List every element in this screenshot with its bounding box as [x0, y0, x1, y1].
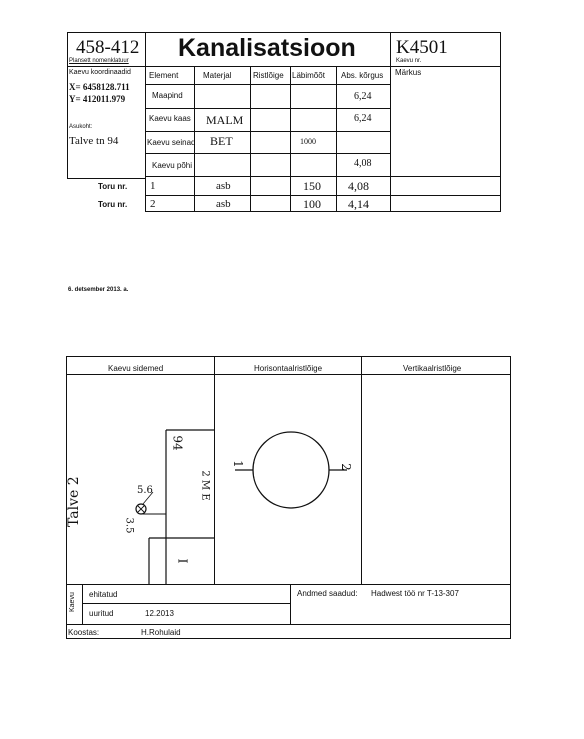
col-height: Abs. kõrgus	[341, 71, 384, 80]
pipe-diameter: 100	[303, 197, 321, 211]
row-element: Kaevu põhi	[152, 161, 193, 170]
pipe-material: asb	[216, 180, 231, 192]
pipe-diameter: 150	[303, 179, 321, 193]
row-element: Maapind	[152, 91, 183, 100]
author-value: H.Rohulaid	[141, 628, 181, 637]
pipe-2-label: 2	[338, 463, 353, 471]
street-label: Talve 2	[66, 476, 82, 527]
pipe-material: asb	[216, 198, 231, 210]
pipe-height: 4,08	[348, 179, 369, 193]
horizontal-section-diagram	[215, 375, 361, 584]
coords-label: Kaevu koordinaadid	[69, 69, 131, 76]
row-material: BET	[210, 134, 233, 148]
built-label: ehitatud	[89, 590, 118, 599]
sheet-code-label: Plansett nomenklatuur	[69, 58, 129, 64]
row-element: Kaevu seinad	[147, 138, 196, 147]
page-title: Kanalisatsioon	[178, 34, 356, 62]
pipe-1-label: 1	[230, 460, 245, 468]
well-links-sketch	[67, 375, 214, 584]
row-element: Kaevu kaas	[149, 114, 191, 123]
label-i: I	[175, 558, 190, 564]
pipe-label: Toru nr.	[98, 182, 128, 191]
row-height: 6,24	[354, 91, 372, 102]
surveyed-label: uuritud	[89, 609, 114, 618]
kaevu-label: Kaevu	[69, 592, 76, 612]
sheet-code: 458-412	[76, 37, 140, 58]
location-value: Talve tn 94	[69, 135, 119, 147]
y-coordinate: Y= 412011.979	[69, 94, 126, 104]
location-label: Asukoht:	[69, 124, 93, 130]
col-notes: Märkus	[395, 68, 422, 77]
pipe-nr: 2	[150, 198, 156, 210]
row-height: 6,24	[354, 113, 372, 124]
date-note: 6. detsember 2013. a.	[68, 287, 129, 293]
col-cross: Ristlõige	[253, 71, 284, 80]
dim-56: 5.6	[137, 485, 153, 496]
col-material: Materjal	[203, 71, 232, 80]
dim-35: 3.5	[123, 517, 135, 534]
row-material: MALM	[206, 113, 244, 127]
dim-94: 94	[170, 435, 185, 451]
label-2mye: 2 M E	[199, 470, 211, 501]
pipe-height: 4,14	[348, 197, 369, 211]
section-horizontal-title: Horisontaalristlõige	[254, 364, 323, 373]
col-diameter: Läbimõõt	[292, 71, 325, 80]
col-element: Element	[149, 71, 179, 80]
section-links-title: Kaevu sidemed	[108, 364, 164, 373]
well-number-label: Kaevu nr.	[396, 58, 422, 64]
x-coordinate: X= 6458128.711	[69, 82, 130, 92]
row-height: 4,08	[354, 158, 372, 169]
section-vertical-title: Vertikaalristlõige	[403, 364, 462, 373]
author-label: Koostas:	[68, 628, 100, 637]
source-value: Hadwest töö nr T-13-307	[371, 589, 459, 598]
source-label: Andmed saadud:	[297, 589, 358, 598]
well-number: K4501	[396, 37, 448, 58]
pipe-label: Toru nr.	[98, 200, 128, 209]
pipe-nr: 1	[150, 180, 156, 192]
row-diameter: 1000	[300, 137, 316, 146]
surveyed-value: 12.2013	[145, 609, 174, 618]
